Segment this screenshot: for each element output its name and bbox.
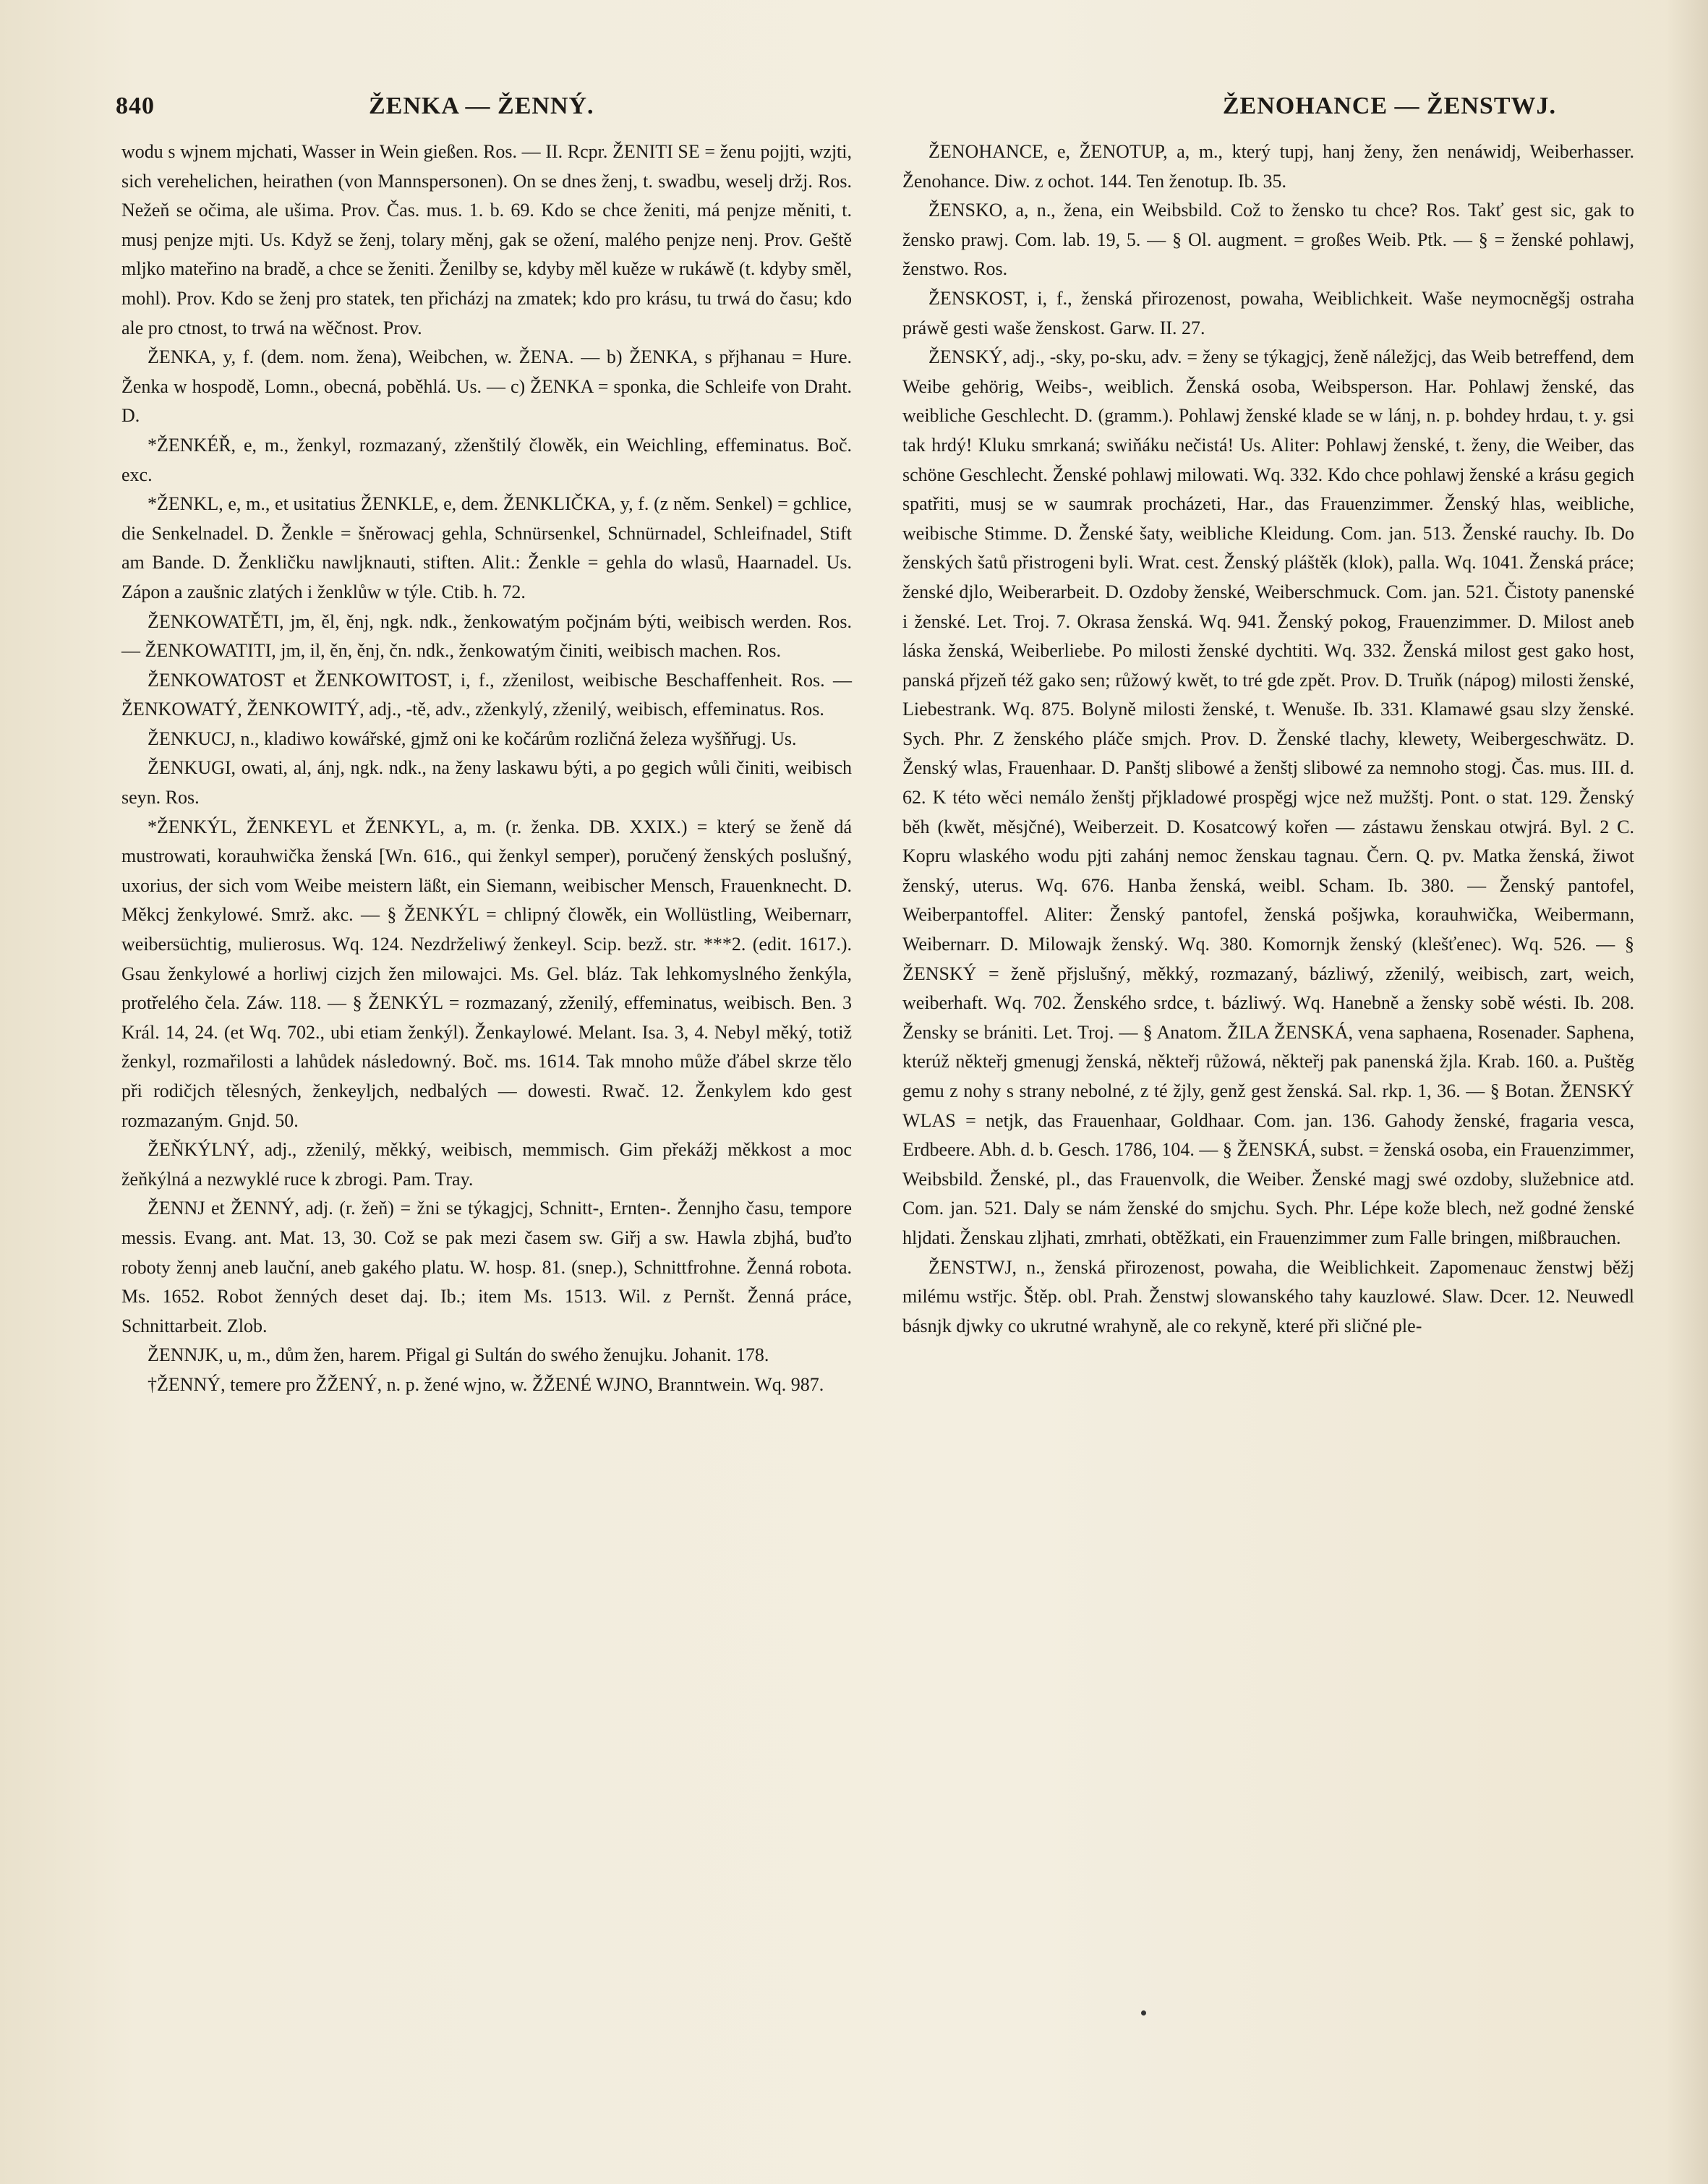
right-running-head: ŽENOHANCE — ŽENSTWJ. (1222, 93, 1556, 119)
left-running-head: ŽENKA — ŽENNÝ. (369, 93, 594, 119)
dictionary-entry: ŽENNJK, u, m., dům žen, harem. Přigal gi Sultán do swého ženujku. Johanit. 178. (148, 1344, 769, 1366)
dictionary-entry: wodu s wjnem mjchati, Wasser in Wein gießen. Ros. — II. Rcpr. ŽENITI SE = ženu pojjti, wzjti, sich verehelichen, heirathen (von Mannspersonen). On se dnes ženj, t. swadbu, weselj držj. Ros. Nežeň se očima, ale ušima. Prov. Čas. mus. 1. b. 69. Kdo se chce ženiti, má penjze měniti, t. musj penjze mjti. Us. Když se ženj, tolary měnj, gak se ožení, malého penjze nenj. Prov. Geště mljko mateřino na bradě, a chce se ženiti. Ženilby se, kdyby měl kuěze w rukáwě (t. kdyby směl, mohl). Prov. Kdo se ženj pro statek, ten přicházj na zmatek; kdo pro krásu, tu trwá do času; kdo ale pro ctnost, to trwá na wěčnost. Prov. (121, 141, 852, 338)
page-mark (1141, 2010, 1146, 2015)
right-column (902, 137, 1634, 1341)
dictionary-entry: *ŽENKL, e, m., et usitatius ŽENKLE, e, dem. ŽENKLIČKA, y, f. (z něm. Senkel) = gchlice, die Senkelnadel. D. Ženkle = šněrowacj gehla, Schnürsenkel, Schnürnadel, Schleifnadel, Stift am Bande. D. Ženkličku nawljknauti, stiften. Alit.: Ženkle = gehla do wlasů, Haarnadel. Us. Zápon a zaušnic zlatých i ženklůw w týle. Ctib. h. 72. (121, 493, 852, 602)
dictionary-entry: ŽENSKÝ, adj., -sky, po-sku, adv. = ženy se týkagjcj, ženě náležjcj, das Weib betreffend, dem Weibe gehörig, Weibs-, weiblich. Ženská osoba, Weibsperson. Har. Pohlawj ženské, das weibliche Geschlecht. D. (gramm.). Pohlawj ženské klade se w lánj, n. p. bohdey hrdau, t. y. gsi tak hrdý! Kluku smrkaná; swiňáku nečistá! Us. Aliter: Pohlawj ženské, t. ženy, die Weiber, das schöne Geschlecht. Ženské pohlawj milowati. Wq. 332. Kdo chce pohlawj ženské a krásu gegich spatřiti, musj se w saumrak procházeti, Har., das Frauenzimmer. Ženský hlas, weibliche, weibische Stimme. D. Ženské šaty, weibliche Kleidung. Com. jan. 513. Ženské rauchy. Ib. Do ženských šatů přistrogeni byli. Wrat. cest. Ženský pláštěk (klok), palla. Wq. 1041. Ženská práce; ženské djlo, Weiberarbeit. D. Ozdoby ženské, Weiberschmuck. Com. jan. 521. Čistoty panenské i ženské. Let. Troj. 7. Okrasa ženská. Wq. 941. Ženský pokog, Frauenzimmer. D. Milost aneb láska ženská, Weiberliebe. Po milosti ženské dychtiti. Wq. 332. Ženská milost gest gako host, panská přjzeň též gako sen; růžowý kwět, to tré gde zpět. Prov. D. Truňk (nápog) milosti ženské, Liebestrank. Wq. 875. Bolyně milosti ženské, t. Wenuše. Ib. 331. Klamawé gsau slzy ženské. Sych. Phr. Z ženského pláče smjch. Prov. D. Ženské tlachy, klewety, Weibergeschwätz. D. Ženský wlas, Frauenhaar. D. Panštj slibowé a ženštj slibowé za nemnoho stogj. Čas. mus. III. d. 62. K této wěci nemálo ženštj přjkladowé prospěgj wjce než mužštj. Pont. o stat. 129. Ženský běh (kwět, měsjčné), Weiberzeit. D. Kosatcowý kořen — zástawu ženskau otwjrá. Byl. 2 C. Kopru wlaského wodu pjti zahánj nemoc ženskau tagnau. Čern. Q. pv. Matka ženská, žiwot ženský, uterus. Wq. 676. Hanba ženská, weibl. Scham. Ib. 380. — Ženský pantofel, Weiberpantoffel. Aliter: Ženský pantofel, ženská pošjwka, korauhwička, Weibermann, Weibernarr. D. Milowajk ženský. Wq. 380. Komornjk ženský (klešťenec). Wq. 526. — § ŽENSKÝ = ženě přjslušný, měkký, rozmazaný, bázliwý, zženilý, weibisch, zart, weich, weiberhaft. Wq. 702. Ženského srdce, t. bázliwý. Wq. Hanebně a žensky sobě wésti. Ib. 208. Žensky se brániti. Let. Troj. — § Anatom. ŽILA ŽENSKÁ, vena saphaena, Rosenader. Saphena, kterúž někteřj gmenugj ženská, někteřj růžowá, někteřj pak panenská žjla. Krab. 160. a. Puštěg gemu z nohy s strany nebolné, z té žjly, genž gest ženská. Sal. rkp. 1, 36. — § Botan. ŽENSKÝ WLAS = netjk, das Frauenhaar, Goldhaar. Com. jan. 136. Gahody ženské, fragaria vesca, Erdbeere. Abh. d. b. Gesch. 1786, 104. — § ŽENSKÁ, subst. = ženská osoba, ein Frauenzimmer, Weibsbild. Ženské, pl., das Frauenvolk, die Weiber. Ženské magj swé ozdoby, služebnice atd. Com. jan. 521. Daly se nám ženské do smjchu. Sych. Phr. Lépe kože blech, než godné ženské hljdati. Ženskau zljhati, zmrhati, obtěžkati, ein Frauenzimmer zum Falle bringen, mißbrauchen. (902, 346, 1634, 1248)
dictionary-entry: ŽENSKOST, i, f., ženská přirozenost, powaha, Weiblichkeit. Waše neymocněgšj ostraha práwě gesti waše ženskost. Garw. II. 27. (902, 287, 1634, 338)
dictionary-entry: ŽENOHANCE, e, ŽENOTUP, a, m., který tupj, hanj ženy, žen nenáwidj, Weiberhasser. Ženohance. Diw. z ochot. 144. Ten ženotup. Ib. 35. (902, 141, 1634, 192)
dictionary-entry: *ŽENKÝL, ŽENKEYL et ŽENKYL, a, m. (r. ženka. DB. XXIX.) = který se ženě dá mustrowati, korauhwička ženská [Wn. 616., qui ženkyl semper), poručený ženských poslušný, uxorius, der sich vom Weibe meistern läßt, ein Siemann, weibischer Mensch, Frauenknecht. D. Měkcj ženkylowé. Smrž. akc. — § ŽENKÝL = chlipný člowěk, ein Wollüstling, Weibernarr, weibersüchtig, mulierosus. Wq. 124. Nezdrželiwý ženkeyl. Scip. bezž. str. ***2. (edit. 1617.). Gsau ženkylowé a horliwj cizjch žen milowajci. Ms. Gel. bláz. Tak lehkomyslného ženkýla, protřelého čela. Záw. 118. — § ŽENKÝL = rozmazaný, zženilý, effeminatus, weibisch. Ben. 3 Král. 14, 24. (et Wq. 702., ubi etiam ženkýl). Ženkaylowé. Melant. Isa. 3, 4. Nebyl měký, totiž ženkyl, rozmařilosti a lahůdek následowný. Boč. ms. 1614. Tak mnoho může ďábel skrze tělo při rodičjch tělesných, ženkeyljch, nedbalých — dowesti. Rwač. 12. Ženkylem kdo gest rozmazaným. Gnjd. 50. (121, 816, 852, 1131)
dictionary-entry: ŽENKOWATOST et ŽENKOWITOST, i, f., zženilost, weibische Beschaffenheit. Ros. — ŽENKOWATÝ, ŽENKOWITÝ, adj., -tě, adv., zženkylý, zženilý, weibisch, effeminatus. Ros. (121, 669, 852, 720)
page-number: 840 (116, 93, 155, 119)
dictionary-entry: ŽENSKO, a, n., žena, ein Weibsbild. Což to žensko tu chce? Ros. Takť gest sic, gak to žensko prawj. Com. lab. 19, 5. — § Ol. augment. = großes Weib. Ptk. — § = ženské pohlawj, ženstwo. Ros. (902, 200, 1634, 280)
dictionary-entry: †ŽENNÝ, temere pro ŽŽENÝ, n. p. žené wjno, w. ŽŽENÉ WJNO, Branntwein. Wq. 987. (148, 1373, 824, 1395)
dictionary-entry: ŽENNJ et ŽENNÝ, adj. (r. žeň) = žni se týkagjcj, Schnitt-, Ernten-. Žennjho času, tempore messis. Evang. ant. Mat. 13, 30. Což se pak mezi časem sw. Giřj a sw. Hawla zbjhá, buďto roboty žennj aneb lauční, aneb gakého platu. W. hosp. 81. (snep.), Schnittfrohne. Ženná robota. Ms. 1652. Robot ženných deset daj. Ib.; item Ms. 1513. Wil. z Pernšt. Ženná práce, Schnittarbeit. Zlob. (121, 1198, 852, 1336)
dictionary-entry: ŽENKOWATĚTI, jm, ěl, ěnj, ngk. ndk., ženkowatým počjnám býti, weibisch werden. Ros. — ŽENKOWATITI, jm, il, ěn, ěnj, čn. ndk., ženkowatým činiti, weibisch machen. Ros. (121, 610, 852, 662)
dictionary-entry: ŽENKUGI, owati, al, ánj, ngk. ndk., na ženy laskawu býti, a po gegich wůli činiti, weibisch seyn. Ros. (121, 757, 852, 809)
left-column (121, 137, 852, 1400)
dictionary-entry: ŽENKA, y, f. (dem. nom. žena), Weibchen, w. ŽENA. — b) ŽENKA, s přjhanau = Hure. Ženka w hospodě, Lomn., obecná, poběhlá. Us. — c) ŽENKA = sponka, die Schleife von Draht. D. (121, 346, 852, 427)
dictionary-entry: ŽENKUCJ, n., kladiwo kowářské, gjmž oni ke kočárům rozličná železa wyšňřugj. Us. (148, 728, 797, 749)
dictionary-entry: ŽEŇKÝLNÝ, adj., zženilý, měkký, weibisch, memmisch. Gim překážj měkkost a moc žeňkýlná a nezwyklé ruce k zbrogi. Pam. Tray. (121, 1139, 852, 1190)
page-edge-shadow (1665, 0, 1708, 2184)
dictionary-entry: ŽENSTWJ, n., ženská přirozenost, powaha, die Weiblichkeit. Zapomenauc ženstwj běžj milému wstřjc. Štěp. obl. Prah. Ženstwj slowanského tahy kauzlowé. Slaw. Dcer. 12. Neuwedl básnjk djwky co ukrutné wrahyně, ale co rekyně, které při sličné ple- (902, 1256, 1634, 1336)
page-header (116, 85, 1556, 129)
dictionary-entry: *ŽENKÉŘ, e, m., ženkyl, rozmazaný, zženštilý člowěk, ein Weichling, effeminatus. Boč. exc. (121, 434, 852, 485)
